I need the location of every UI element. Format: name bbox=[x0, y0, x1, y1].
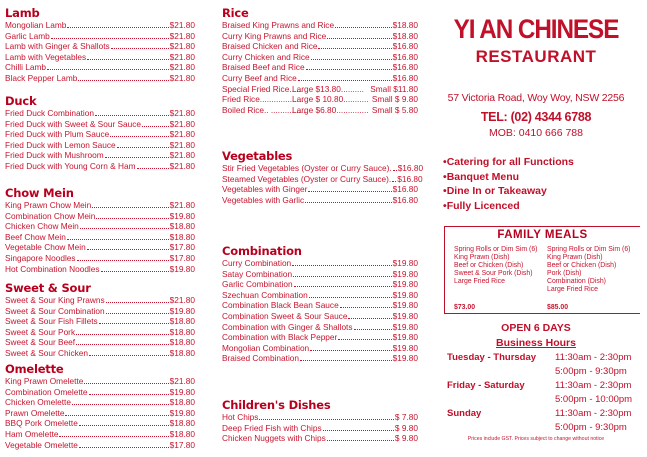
leader-dots bbox=[89, 388, 169, 395]
leader-dots bbox=[393, 164, 397, 171]
item-price: $ 7.80 bbox=[394, 412, 418, 422]
menu-item bbox=[5, 73, 195, 84]
telephone[interactable]: TEL: (02) 4344 6788 bbox=[480, 110, 592, 124]
leader-dots bbox=[137, 162, 169, 169]
item-name: Mongolian Combination bbox=[222, 342, 310, 353]
section-sweet-sour bbox=[5, 281, 195, 359]
menu-item bbox=[5, 140, 195, 151]
item-price: $18.80 bbox=[392, 20, 418, 30]
leader-dots bbox=[78, 74, 168, 81]
menu-item bbox=[222, 73, 418, 84]
item-name: Combination Sweet & Sour Sauce bbox=[222, 310, 348, 321]
item-price: $21.80 bbox=[169, 139, 195, 150]
leader-dots bbox=[298, 74, 392, 81]
item-price: $ 9.80 bbox=[394, 422, 418, 433]
item-price: $16.80 bbox=[392, 184, 418, 195]
menu-item bbox=[5, 397, 195, 408]
open-days: OPEN 6 DAYS bbox=[501, 322, 571, 334]
family-meal-line: Large Fried Rice bbox=[454, 278, 505, 286]
item-name: Curry Combination bbox=[222, 258, 292, 268]
item-price: $21.80 bbox=[169, 118, 195, 129]
leader-dots bbox=[323, 424, 394, 431]
leader-dots bbox=[309, 291, 392, 298]
family-meals-title: FAMILY MEALS bbox=[497, 229, 588, 241]
menu-item bbox=[222, 163, 424, 174]
leader-dots bbox=[392, 175, 396, 182]
item-name: Braised Beef and Rice bbox=[222, 62, 305, 73]
family-meal-line: Beef or Chicken (Dish) bbox=[454, 262, 524, 270]
item-name: Chicken Nuggets with Chips bbox=[222, 433, 326, 444]
leader-dots bbox=[84, 377, 168, 384]
menu-item bbox=[5, 418, 195, 429]
menu-item bbox=[222, 290, 418, 301]
menu-item bbox=[5, 316, 195, 327]
menu-item bbox=[222, 41, 418, 52]
item-name: Sweet & Sour Combination bbox=[5, 305, 105, 316]
item-name: Hot Chips bbox=[222, 412, 259, 422]
item-price: $19.80 bbox=[392, 332, 418, 343]
item-price-large: Large $13.80.......... bbox=[292, 83, 364, 94]
item-price: $19.80 bbox=[392, 353, 418, 364]
item-price-small: Small $ 9.80 bbox=[371, 94, 418, 105]
item-name: Vegetables with Garlic bbox=[222, 194, 305, 205]
item-name: Curry Beef and Rice bbox=[222, 72, 297, 83]
item-name: Singapore Noodles bbox=[5, 252, 76, 263]
item-price: $18.80 bbox=[169, 347, 195, 358]
leader-dots bbox=[292, 259, 391, 266]
family-meal-b bbox=[547, 246, 640, 311]
family-meals-box bbox=[444, 226, 640, 314]
menu-item bbox=[5, 327, 195, 338]
family-meal-line: King Prawn (Dish) bbox=[454, 254, 510, 262]
item-name: Lamb with Ginger & Shallots bbox=[5, 41, 110, 52]
item-name: Vegetables with Ginger bbox=[222, 184, 308, 195]
item-name: Garlic Lamb bbox=[5, 30, 50, 41]
item-price: $16.80 bbox=[392, 51, 418, 62]
item-price: $19.80 bbox=[169, 386, 195, 397]
item-price: $18.80 bbox=[392, 30, 418, 41]
menu-item bbox=[5, 253, 195, 264]
item-name: Lamb with Vegetables bbox=[5, 51, 87, 62]
item-price: $ 9.80 bbox=[394, 433, 418, 444]
family-meal-line: Sweet & Sour Pork (Dish) bbox=[454, 270, 533, 278]
item-name: Vegetable Omelette bbox=[5, 439, 78, 450]
menu-item bbox=[222, 31, 418, 42]
item-price: $19.80 bbox=[392, 268, 418, 279]
family-meal-line: Beef or Chicken (Dish) bbox=[547, 262, 617, 270]
section-omelette bbox=[5, 362, 195, 450]
item-price: $19.80 bbox=[392, 310, 418, 321]
leader-dots bbox=[308, 185, 391, 192]
leader-dots bbox=[87, 243, 169, 250]
item-name: Fried Duck with Lemon Sauce bbox=[5, 139, 116, 150]
item-name: Satay Combination bbox=[222, 268, 293, 279]
item-name: Beef Chow Mein bbox=[5, 231, 66, 242]
leader-dots bbox=[79, 419, 169, 426]
leader-dots bbox=[105, 151, 169, 158]
family-meal-line: Pork (Dish) bbox=[547, 270, 582, 278]
item-price: $21.80 bbox=[169, 30, 195, 41]
sized-menu-item bbox=[222, 105, 418, 116]
menu-item bbox=[222, 184, 418, 195]
item-price: $19.80 bbox=[392, 342, 418, 353]
menu-item bbox=[222, 52, 418, 63]
leader-dots bbox=[51, 32, 169, 39]
menu-item bbox=[222, 311, 418, 322]
menu-item bbox=[222, 173, 423, 185]
leader-dots bbox=[76, 328, 169, 335]
leader-dots bbox=[327, 434, 394, 441]
item-price: $21.80 bbox=[169, 51, 195, 62]
item-price: $19.80 bbox=[392, 289, 418, 300]
item-name: Combination Black Bean Sauce bbox=[222, 300, 339, 311]
leader-dots bbox=[259, 413, 393, 420]
hours-row: 5:00pm - 9:30pm bbox=[555, 366, 627, 377]
leader-dots bbox=[67, 233, 169, 240]
item-name: Fried Duck Combination bbox=[5, 108, 94, 118]
leader-dots bbox=[338, 333, 391, 340]
item-name: Sweet & Sour King Prawns bbox=[5, 295, 105, 305]
item-name: Fried Duck with Plum Sauce bbox=[5, 129, 110, 140]
section-lamb bbox=[5, 6, 195, 84]
item-price: $16.80 bbox=[397, 163, 424, 173]
hours-table bbox=[447, 351, 647, 435]
item-name: Deep Fried Fish with Chips bbox=[222, 422, 322, 433]
item-price: $21.80 bbox=[169, 129, 195, 140]
item-name: Prawn Omelette bbox=[5, 407, 65, 418]
item-name: Combination Omelette bbox=[5, 386, 88, 397]
family-meal-line: King Prawn (Dish) bbox=[547, 254, 603, 262]
item-price: $21.80 bbox=[169, 41, 195, 52]
features-list bbox=[443, 155, 574, 213]
menu-item bbox=[5, 129, 195, 140]
section-title: Chow Mein bbox=[5, 186, 74, 200]
business-hours-heading: Business Hours bbox=[496, 337, 576, 349]
sized-menu-item bbox=[222, 94, 418, 105]
item-name: Mongolian Lamb bbox=[5, 20, 67, 30]
leader-dots bbox=[348, 312, 391, 319]
menu-item bbox=[222, 353, 418, 364]
leader-dots bbox=[340, 301, 392, 308]
leader-dots bbox=[65, 409, 168, 416]
feature-item: • Fully Licenced bbox=[443, 199, 574, 214]
item-price: $17.80 bbox=[169, 242, 195, 253]
menu-item bbox=[5, 387, 195, 398]
item-name: Fried Duck with Sweet & Sour Sauce bbox=[5, 118, 142, 129]
item-price: $21.80 bbox=[169, 376, 195, 386]
menu-item bbox=[5, 376, 195, 387]
menu-item bbox=[5, 348, 195, 359]
menu-item bbox=[222, 322, 418, 333]
leader-dots bbox=[354, 323, 392, 330]
leader-dots bbox=[80, 222, 169, 229]
family-meal-line: Large Fried Rice bbox=[547, 286, 598, 294]
item-price: $21.80 bbox=[169, 20, 195, 30]
item-price: $19.80 bbox=[169, 407, 195, 418]
item-price: $21.80 bbox=[169, 72, 195, 83]
item-name: Chicken Chow Mein bbox=[5, 221, 79, 232]
leader-dots bbox=[87, 53, 168, 60]
item-price: $21.80 bbox=[169, 295, 195, 305]
item-price: $18.80 bbox=[169, 418, 195, 429]
hours-row: Tuesday - Thursday 11:30am - 2:30pm bbox=[447, 352, 632, 363]
item-name: Sweet & Sour Chicken bbox=[5, 347, 89, 358]
item-price: $21.80 bbox=[169, 108, 195, 118]
menu-item bbox=[5, 200, 195, 211]
family-meal-line: Spring Rolls or Dim Sim (6) bbox=[547, 246, 631, 253]
item-name: Chilli Lamb bbox=[5, 62, 47, 73]
menu-item bbox=[5, 62, 195, 73]
item-name: Braised King Prawns and Rice bbox=[222, 20, 335, 30]
menu-item bbox=[222, 20, 418, 31]
item-name: Fried Rice................... bbox=[222, 94, 304, 105]
leader-dots bbox=[310, 344, 391, 351]
item-price-large: Large $ 10.80........... bbox=[292, 94, 369, 105]
item-price: $18.80 bbox=[169, 231, 195, 242]
item-price: $19.80 bbox=[392, 279, 418, 290]
menu-item bbox=[5, 20, 195, 31]
leader-dots bbox=[117, 141, 169, 148]
leader-dots bbox=[305, 196, 392, 203]
menu-item bbox=[222, 269, 418, 280]
item-name: Szechuan Combination bbox=[222, 289, 308, 300]
menu-item bbox=[5, 150, 195, 161]
leader-dots bbox=[59, 430, 168, 437]
item-name: Curry Chicken and Rice bbox=[222, 51, 310, 62]
item-name: Fried Duck with Mushroom bbox=[5, 150, 104, 161]
section-duck bbox=[5, 94, 195, 172]
leader-dots bbox=[101, 265, 169, 272]
leader-dots bbox=[335, 21, 392, 28]
item-price: $19.80 bbox=[169, 263, 195, 274]
family-meal-price: $73.00 bbox=[454, 303, 476, 311]
menu-item bbox=[222, 279, 418, 290]
leader-dots bbox=[95, 109, 169, 116]
menu-item bbox=[5, 264, 195, 275]
menu-item bbox=[5, 429, 195, 440]
item-name: Curry King Prawns and Rice bbox=[222, 30, 327, 41]
family-meal-line: Spring Rolls or Dim Sim (6) bbox=[454, 246, 538, 253]
leader-dots bbox=[89, 349, 169, 356]
item-name: Chicken Omelette bbox=[5, 397, 71, 408]
feature-item: • Dine In or Takeaway bbox=[443, 184, 574, 199]
item-price-small: Small $11.80 bbox=[370, 83, 418, 94]
item-price: $19.80 bbox=[169, 305, 195, 316]
section-chow-mein bbox=[5, 186, 195, 274]
leader-dots bbox=[79, 441, 169, 448]
item-name: Braised Combination bbox=[222, 353, 300, 364]
leader-dots bbox=[99, 317, 169, 324]
item-name: Boiled Rice.. ............... bbox=[222, 104, 306, 115]
address: 57 Victoria Road, Woy Woy, NSW 2256 bbox=[447, 92, 625, 104]
menu-item bbox=[5, 221, 195, 232]
item-price: $19.80 bbox=[392, 300, 418, 311]
leader-dots bbox=[96, 212, 168, 219]
info-column bbox=[425, 0, 647, 457]
item-price-large: Large $6.80.............. bbox=[292, 104, 369, 115]
menu-item bbox=[5, 232, 195, 243]
item-name: Special Fried Rice...... bbox=[222, 83, 304, 94]
mobile[interactable]: MOB: 0410 666 788 bbox=[489, 127, 583, 139]
leader-dots bbox=[300, 354, 392, 361]
menu-item bbox=[5, 108, 195, 119]
menu-item bbox=[222, 433, 418, 444]
leader-dots bbox=[77, 254, 169, 261]
leader-dots bbox=[110, 130, 168, 137]
hours-row: Friday - Saturday 11:30am - 2:30pm bbox=[447, 380, 632, 391]
menu-item bbox=[5, 408, 195, 419]
menu-item bbox=[222, 300, 418, 311]
leader-dots bbox=[318, 42, 391, 49]
item-name: King Prawn Chow Mein bbox=[5, 200, 92, 210]
menu-item bbox=[222, 423, 418, 434]
hours-row: 5:00pm - 9:30pm bbox=[555, 422, 627, 433]
section-title: Omelette bbox=[5, 362, 64, 376]
restaurant-subtitle: RESTAURANT bbox=[475, 47, 597, 66]
family-meal-line: Combination (Dish) bbox=[547, 278, 606, 286]
leader-dots bbox=[294, 280, 392, 287]
item-price: $18.80 bbox=[169, 397, 195, 408]
restaurant-name: YI AN CHINESE bbox=[453, 14, 619, 44]
item-price: $21.80 bbox=[169, 150, 195, 161]
leader-dots bbox=[72, 398, 169, 405]
item-name: Black Pepper Lamb bbox=[5, 72, 78, 83]
section-childrens-dishes bbox=[222, 398, 418, 444]
item-name: Combination with Black Pepper bbox=[222, 332, 338, 343]
menu-item bbox=[222, 195, 418, 206]
menu-item bbox=[222, 332, 418, 343]
hours-row: 5:00pm - 10:00pm bbox=[555, 394, 633, 405]
item-price: $18.80 bbox=[169, 221, 195, 232]
leader-dots bbox=[76, 338, 169, 345]
menu-item bbox=[5, 161, 195, 172]
family-meal-a bbox=[454, 246, 547, 311]
item-price: $17.80 bbox=[169, 252, 195, 263]
item-name: Steamed Vegetables (Oyster or Curry Sauce). bbox=[222, 173, 392, 184]
item-name: Vegetable Chow Mein bbox=[5, 242, 86, 253]
price-note: Prices include GST. Prices subject to change without notice bbox=[467, 436, 605, 442]
item-name: Fried Duck with Young Corn & Ham bbox=[5, 160, 136, 171]
menu-item bbox=[5, 337, 195, 348]
item-name: Combination Chow Mein bbox=[5, 210, 96, 221]
leader-dots bbox=[111, 42, 169, 49]
leader-dots bbox=[67, 21, 168, 28]
sized-menu-item bbox=[222, 84, 418, 95]
menu-item bbox=[5, 440, 195, 451]
menu-item bbox=[222, 343, 418, 354]
menu-item bbox=[222, 412, 418, 423]
section-title: Vegetables bbox=[222, 149, 293, 163]
menu-item bbox=[5, 211, 195, 222]
item-name: Stir Fried Vegetables (Oyster or Curry Sauce). bbox=[222, 163, 392, 173]
section-title: Children's Dishes bbox=[222, 398, 331, 412]
item-name: Ham Omelette bbox=[5, 428, 59, 439]
item-price: $16.80 bbox=[397, 173, 423, 184]
item-price-small: Small $ 5.80 bbox=[371, 104, 418, 115]
leader-dots bbox=[311, 53, 392, 60]
leader-dots bbox=[47, 63, 169, 70]
leader-dots bbox=[306, 63, 392, 70]
feature-item: • Banquet Menu bbox=[443, 170, 574, 185]
item-price: $18.80 bbox=[169, 337, 195, 348]
leader-dots bbox=[106, 307, 169, 314]
menu-item bbox=[222, 258, 418, 269]
hours-row: Sunday 11:30am - 2:30pm bbox=[447, 408, 632, 419]
item-price: $16.80 bbox=[392, 72, 418, 83]
item-name: Sweet & Sour Pork bbox=[5, 326, 76, 337]
item-price: $18.80 bbox=[169, 316, 195, 327]
item-price: $16.80 bbox=[392, 41, 418, 52]
item-name: Braised Chicken and Rice bbox=[222, 41, 318, 52]
item-price: $18.80 bbox=[169, 428, 195, 439]
item-price: $21.80 bbox=[169, 160, 195, 171]
section-vegetables bbox=[222, 149, 424, 205]
item-name: Combination with Ginger & Shallots bbox=[222, 321, 353, 332]
item-price: $18.80 bbox=[169, 326, 195, 337]
leader-dots bbox=[92, 201, 168, 208]
leader-dots bbox=[142, 120, 169, 127]
family-meal-price: $85.00 bbox=[547, 303, 569, 311]
item-price: $16.80 bbox=[392, 194, 418, 205]
item-name: BBQ Pork Omelette bbox=[5, 418, 78, 429]
menu-item bbox=[222, 62, 418, 73]
section-rice bbox=[222, 6, 418, 115]
section-title: Duck bbox=[5, 94, 37, 108]
section-title: Sweet & Sour bbox=[5, 281, 91, 295]
section-title: Combination bbox=[222, 244, 302, 258]
item-price: $19.80 bbox=[392, 321, 418, 332]
menu-item bbox=[5, 295, 195, 306]
menu-item bbox=[5, 119, 195, 130]
item-price: $19.80 bbox=[392, 258, 418, 268]
item-name: Sweet & Sour Fish Fillets bbox=[5, 316, 98, 327]
item-name: Garlic Combination bbox=[222, 279, 293, 290]
section-title: Rice bbox=[222, 6, 249, 20]
menu-item bbox=[5, 242, 195, 253]
leader-dots bbox=[106, 296, 169, 303]
leader-dots bbox=[293, 270, 392, 277]
section-combination bbox=[222, 244, 418, 364]
item-name: King Prawn Omelette bbox=[5, 376, 84, 386]
leader-dots bbox=[327, 32, 391, 39]
item-price: $21.80 bbox=[169, 62, 195, 73]
item-name: Sweet & Sour Beef bbox=[5, 337, 76, 348]
menu-item bbox=[5, 306, 195, 317]
item-price: $17.80 bbox=[169, 439, 195, 450]
item-price: $21.80 bbox=[169, 200, 195, 210]
menu-item bbox=[5, 41, 195, 52]
feature-item: • Catering for all Functions bbox=[443, 155, 574, 170]
item-price: $19.80 bbox=[169, 210, 195, 221]
item-name: Hot Combination Noodles bbox=[5, 263, 100, 274]
menu-item bbox=[5, 52, 195, 63]
section-title: Lamb bbox=[5, 6, 40, 20]
item-price: $16.80 bbox=[392, 62, 418, 73]
menu-item bbox=[5, 31, 195, 42]
